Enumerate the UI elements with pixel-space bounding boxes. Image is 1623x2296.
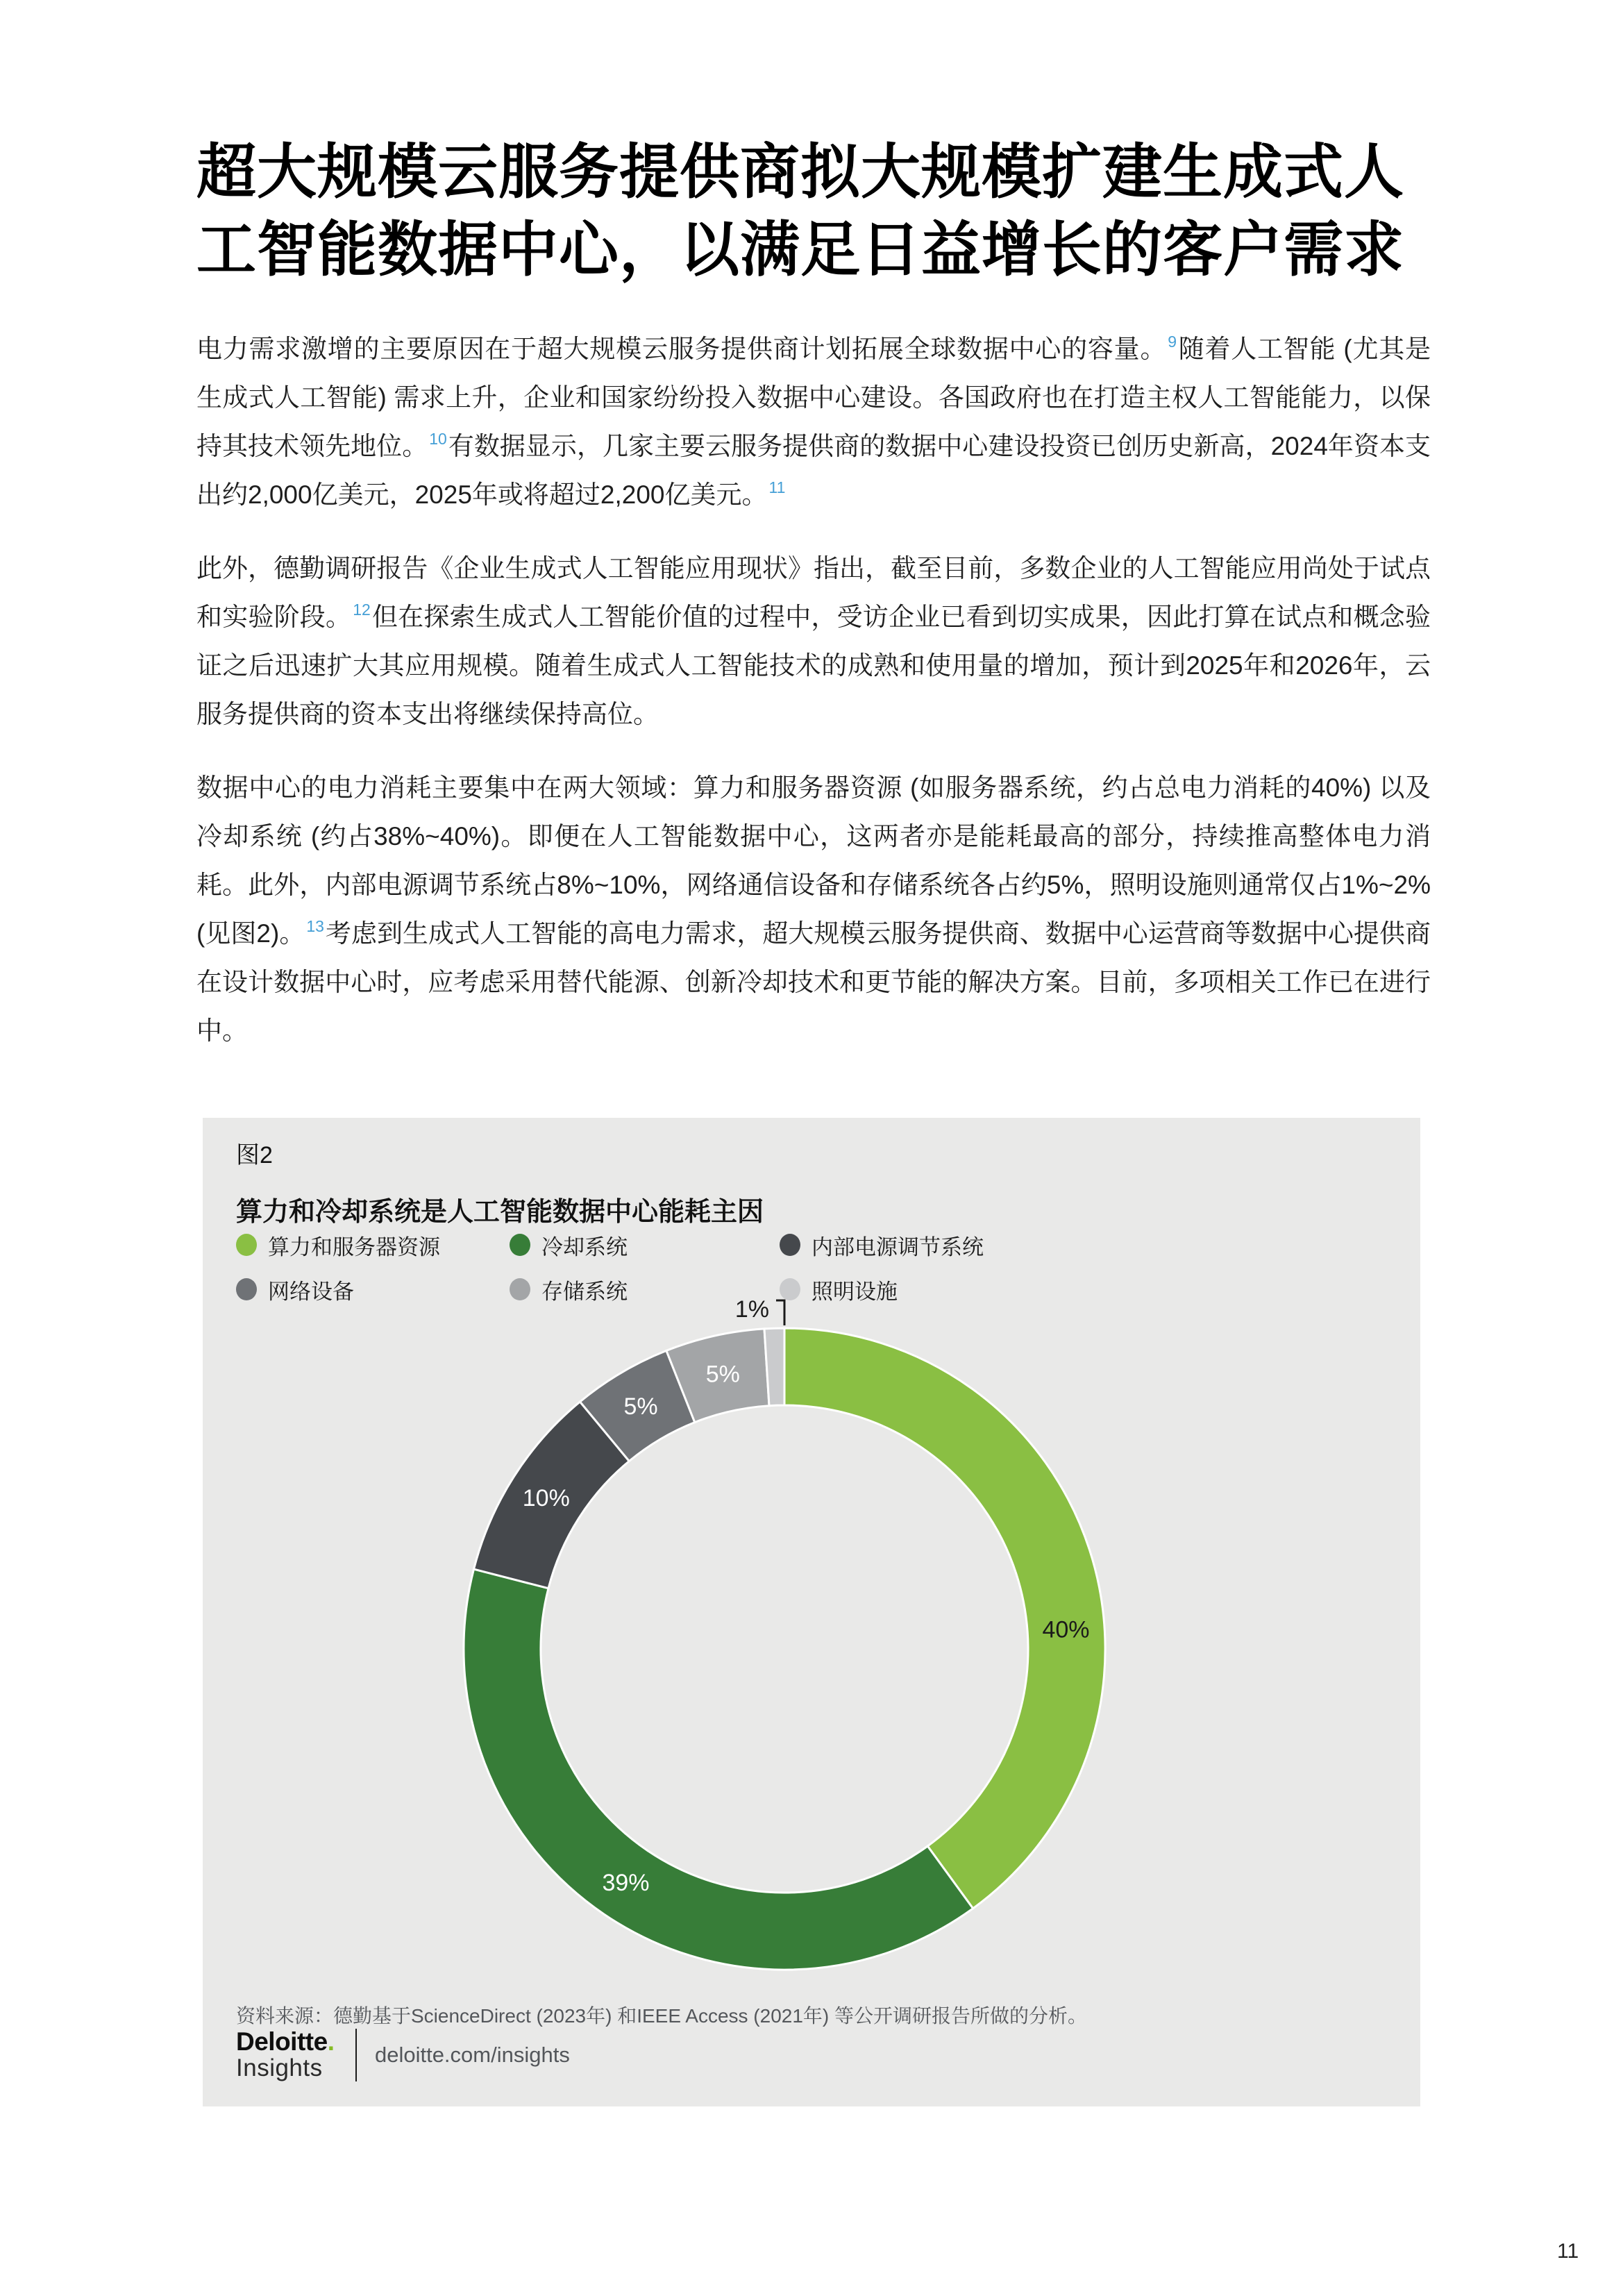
legend-label: 内部电源调节系统 bbox=[812, 1234, 984, 1259]
slice-label-1: 40% bbox=[1042, 1616, 1090, 1643]
legend-label: 算力和服务器资源 bbox=[268, 1234, 440, 1259]
donut-slice-2 bbox=[464, 1569, 973, 1970]
legend-label: 网络设备 bbox=[268, 1279, 354, 1304]
page-title: 超大规模云服务提供商拟大规模扩建生成式人工智能数据中心，以满足日益增长的客户需求 bbox=[196, 139, 1404, 283]
footnote-ref-11[interactable]: 11 bbox=[768, 478, 786, 496]
legend-label: 照明设施 bbox=[812, 1279, 898, 1304]
slice-label-3: 10% bbox=[522, 1485, 570, 1512]
paragraph-text: 有数据显示，几家主要云服务提供商的数据中心建设投资已创历史新高，2024年资本支出约2,000亿美元，2025年或将超过2,200亿美元。 bbox=[196, 432, 1431, 509]
legend-label: 存储系统 bbox=[541, 1279, 628, 1304]
donut-chart bbox=[458, 1288, 1111, 1996]
legend-color-dot-icon bbox=[780, 1234, 800, 1256]
legend-item-3 bbox=[780, 1232, 1347, 1258]
slice-label-2: 39% bbox=[602, 1870, 650, 1897]
paragraph-text: 电力需求激增的主要原因在于超大规模云服务提供商计划拓展全球数据中心的容量。 bbox=[196, 335, 1167, 363]
footnote-ref-13[interactable]: 13 bbox=[306, 916, 324, 935]
legend-color-dot-icon bbox=[510, 1234, 530, 1256]
paragraph-text: 考虑到生成式人工智能的高电力需求，超大规模云服务提供商、数据中心运营商等数据中心提供商在设计数据中心时，应考虑采用替代能源、创新冷却技术和更节能的解决方案。目前，多项相关工作已在进行中。 bbox=[196, 919, 1431, 1045]
label-callout-bracket-icon bbox=[776, 1300, 784, 1325]
brand-url-link[interactable]: deloitte.com/insights bbox=[374, 2043, 570, 2067]
footnote-ref-12[interactable]: 12 bbox=[353, 600, 371, 619]
brand-row bbox=[236, 2029, 570, 2081]
donut-chart-wrap bbox=[458, 1288, 1111, 1996]
logo-divider bbox=[355, 2029, 357, 2081]
slice-label-5: 5% bbox=[705, 1361, 740, 1388]
brand-name: Deloitte bbox=[236, 2027, 328, 2056]
figure-source: 资料来源：德勤基于ScienceDirect (2023年) 和IEEE Access (2021年) 等公开调研报告所做的分析。 bbox=[236, 2005, 1088, 2027]
body-paragraph-1 bbox=[196, 325, 1431, 519]
figure-label: 图2 bbox=[236, 1142, 273, 1168]
slice-label-6: 1% bbox=[734, 1296, 769, 1323]
deloitte-insights-logo bbox=[236, 2029, 335, 2081]
body-paragraph-2 bbox=[196, 544, 1431, 739]
body-copy bbox=[196, 325, 1431, 1080]
legend-item-1 bbox=[236, 1232, 510, 1258]
paragraph-text: 但在探索生成式人工智能价值的过程中，受访企业已看到切实成果，因此打算在试点和概念验证之后迅速扩大其应用规模。随着生成式人工智能技术的成熟和使用量的增加，预计到2025年和2026年，云服务提供商的资本支出将继续保持高位。 bbox=[196, 603, 1431, 728]
figure-title: 算力和冷却系统是人工智能数据中心能耗主因 bbox=[236, 1198, 764, 1227]
paragraph-text: 此外，德勤调研报告《企业生成式人工智能应用现状》指出，截至目前，多数企业的人工智能应用尚处于试点和实验阶段。 bbox=[196, 554, 1431, 631]
page-number: 11 bbox=[1557, 2240, 1579, 2263]
legend-color-dot-icon bbox=[236, 1234, 257, 1256]
brand-green-dot-icon: . bbox=[327, 2027, 335, 2056]
paragraph-text: 数据中心的电力消耗主要集中在两大领域：算力和服务器资源 (如服务器系统，约占总电力消耗的40%) 以及冷却系统 (约占38%~40%)。即便在人工智能数据中心，这两者亦是能耗最高的部分，持续推高整体电力消耗。此外，内部电源调节系统占8%~10%，网络通信设备和存储系统各占约5%，照明设施则通常仅占1%~2% (见图2)。 bbox=[196, 773, 1431, 948]
legend-color-dot-icon bbox=[236, 1278, 257, 1300]
figure-2-panel bbox=[203, 1118, 1420, 2106]
legend-item-2 bbox=[510, 1232, 780, 1258]
brand-subname: Insights bbox=[236, 2054, 323, 2082]
footnote-ref-10[interactable]: 10 bbox=[429, 429, 447, 448]
legend-label: 冷却系统 bbox=[541, 1234, 628, 1259]
paragraph-text: 随着人工智能 (尤其是生成式人工智能) 需求上升，企业和国家纷纷投入数据中心建设。各国政府也在打造主权人工智能能力，以保持其技术领先地位。 bbox=[196, 335, 1431, 460]
body-paragraph-3 bbox=[196, 764, 1431, 1055]
footnote-ref-9[interactable]: 9 bbox=[1168, 332, 1177, 351]
slice-label-4: 5% bbox=[623, 1393, 658, 1421]
